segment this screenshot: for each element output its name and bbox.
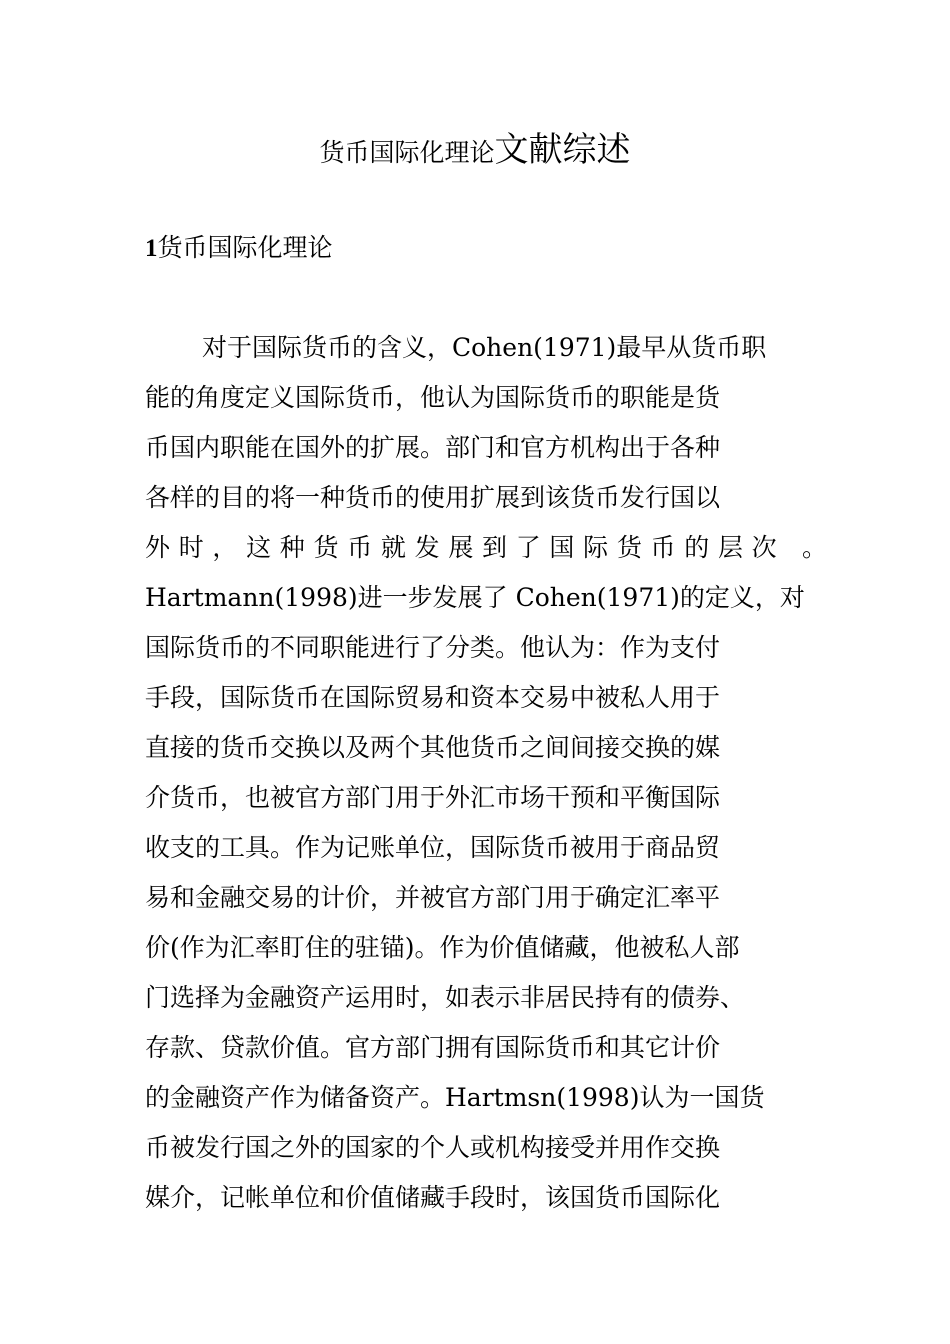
paragraph-line: 国际货币的不同职能进行了分类。他认为：作为支付 [145, 633, 721, 662]
paragraph-line: 手段，国际货币在国际贸易和资本交易中被私人用于 [145, 683, 721, 712]
paragraph-line: 的金融资产作为储备资产。Hartmsn(1998)认为一国货 [145, 1083, 765, 1112]
paragraph-line: 存款、贷款价值。官方部门拥有国际货币和其它计价 [145, 1033, 721, 1062]
paragraph-line: 门选择为金融资产运用时，如表示非居民持有的债券、 [145, 983, 746, 1012]
paragraph-line: 各样的目的将一种货币的使用扩展到该货币发行国以 [145, 483, 721, 512]
paragraph-line: Hartmann(1998)进一步发展了 Cohen(1971)的定义，对 [145, 583, 805, 612]
paragraph-line: 币被发行国之外的国家的个人或机构接受并用作交换 [145, 1133, 721, 1162]
paragraph-line: 外时，这种货币就发展到了国际货币的层次 。 [145, 533, 827, 562]
paragraph-line: 收支的工具。作为记账单位，国际货币被用于商品贸 [145, 833, 721, 862]
document-title [0, 128, 950, 178]
paragraph-line: 币国内职能在国外的扩展。部门和官方机构出于各种 [145, 433, 721, 462]
paragraph-line: 对于国际货币的含义，Cohen(1971)最早从货币职 [202, 333, 767, 362]
section-number: 1 [145, 235, 158, 262]
paragraph-line: 直接的货币交换以及两个其他货币之间间接交换的媒 [145, 733, 721, 762]
paragraph-line: 价(作为汇率盯住的驻锚)。作为价值储藏，他被私人部 [145, 933, 740, 962]
section-title: 货币国际化理论 [157, 233, 333, 262]
paragraph-line: 易和金融交易的计价，并被官方部门用于确定汇率平 [145, 883, 721, 912]
title-suffix: 文献综述 [494, 130, 631, 170]
section-heading [145, 226, 333, 271]
paragraph-line: 介货币，也被官方部门用于外汇市场干预和平衡国际 [145, 783, 721, 812]
title-prefix: 货币国际化理论 [319, 138, 495, 167]
paragraph-line: 能的角度定义国际货币，他认为国际货币的职能是货 [145, 383, 721, 412]
paragraph-line: 媒介，记帐单位和价值储藏手段时，该国货币国际化 [145, 1183, 721, 1212]
